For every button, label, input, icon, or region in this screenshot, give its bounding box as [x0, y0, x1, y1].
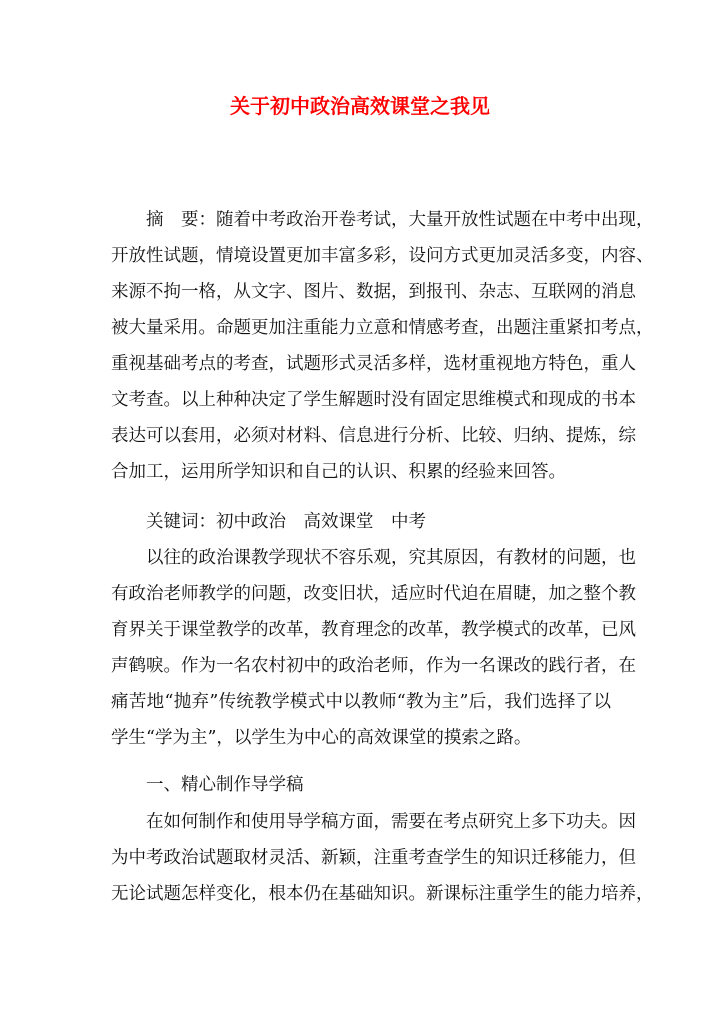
section-line-1: 在如何制作和使用导学稿方面，需要在考点研究上多下功夫。因: [111, 812, 636, 832]
abstract-line-6: 文考查。以上种种决定了学生解题时没有固定思维模式和现成的书本: [111, 390, 636, 410]
keywords-line: 关键词：初中政治 高效课堂 中考: [111, 512, 426, 532]
document-title: 关于初中政治高效课堂之我见: [230, 94, 490, 118]
body-line-2: 有政治老师教学的问题，改变旧状，适应时代迫在眉睫，加之整个教: [111, 584, 636, 604]
section-line-3: 无论试题怎样变化，根本仍在基础知识。新课标注重学生的能力培养，: [111, 884, 654, 904]
body-line-4: 声鹤唳。作为一名农村初中的政治老师，作为一名课改的践行者，在: [111, 656, 636, 676]
abstract-line-4: 被大量采用。命题更加注重能力立意和情感考查，出题注重紧扣考点，: [111, 318, 654, 338]
body-line-5: 痛苦地“抛弃”传统教学模式中以教师“教为主”后，我们选择了以: [111, 692, 611, 712]
abstract-line-1: 摘 要：随着中考政治开卷考试，大量开放性试题在中考中出现，: [111, 210, 654, 230]
abstract-line-8: 合加工，运用所学知识和自己的认识、积累的经验来回答。: [111, 462, 566, 482]
section-heading: 一、精心制作导学稿: [111, 775, 304, 795]
abstract-line-5: 重视基础考点的考查，试题形式灵活多样，选材重视地方特色，重人: [111, 354, 636, 374]
body-line-3: 育界关于课堂教学的改革，教育理念的改革，教学模式的改革，已风: [111, 620, 636, 640]
abstract-line-7: 表达可以套用，必须对材料、信息进行分析、比较、归纳、提炼，综: [111, 426, 636, 446]
body-line-6: 学生“学为主”，以学生为中心的高效课堂的摸索之路。: [111, 728, 532, 748]
section-line-2: 为中考政治试题取材灵活、新颖，注重考查学生的知识迁移能力，但: [111, 848, 636, 868]
abstract-line-3: 来源不拘一格，从文字、图片、数据，到报刊、杂志、互联网的消息: [111, 282, 636, 302]
abstract-line-2: 开放性试题，情境设置更加丰富多彩，设问方式更加灵活多变，内容、: [111, 246, 654, 266]
body-line-1: 以往的政治课教学现状不容乐观，究其原因，有教材的问题，也: [111, 548, 636, 568]
